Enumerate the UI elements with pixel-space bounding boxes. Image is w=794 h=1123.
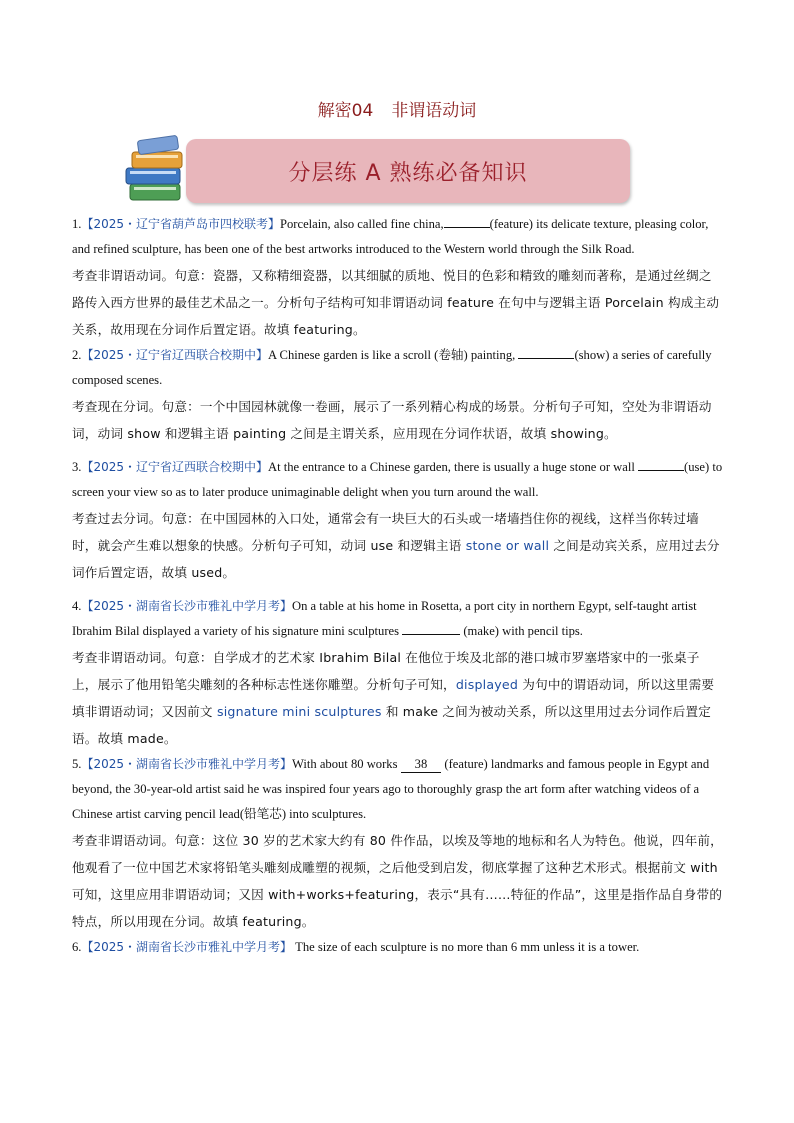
question-text: (feature) landmarks and famous people in Egypt and beyond, the 30-year-old artist said he was inspired four years ago to thoroughly grasp the art form after watching videos of a Chinese artist carving pencil lead(铅笔芯) into sculptures. xyxy=(72,757,710,821)
section-name: 非谓语动词 xyxy=(391,101,477,121)
source-tag: 【2025・湖南省长沙市雅礼中学月考】 xyxy=(81,940,292,954)
answer-analysis-1 xyxy=(72,262,724,343)
analysis-highlight: displayed xyxy=(455,677,519,692)
source-tag: 【2025・辽宁省葫芦岛市四校联考】 xyxy=(81,217,280,231)
blank-number: 38 xyxy=(414,757,428,771)
section-number: 解密04 xyxy=(317,101,374,121)
question-number: 6. xyxy=(72,940,82,954)
answer-blank[interactable] xyxy=(401,756,442,773)
books-icon xyxy=(124,132,188,204)
question-list xyxy=(72,212,724,960)
question-number: 5. xyxy=(72,757,82,771)
analysis-highlight: stone or wall xyxy=(465,538,550,553)
question-5 xyxy=(72,752,724,827)
banner-title: 分层练 A 熟练必备知识 xyxy=(288,160,528,186)
answer-analysis-3 xyxy=(72,505,724,586)
source-tag: 【2025・湖南省长沙市雅礼中学月考】 xyxy=(81,757,292,771)
source-tag: 【2025・辽宁省辽西联合校期中】 xyxy=(81,348,268,362)
answer-analysis-5 xyxy=(72,827,724,935)
analysis-text: 为句中的谓语动词，所以这里需要填非谓语动词；又因前文 xyxy=(72,677,715,719)
question-4 xyxy=(72,594,724,644)
source-tag: 【2025・辽宁省辽西联合校期中】 xyxy=(81,460,268,474)
answer-analysis-2 xyxy=(72,393,724,447)
answer-blank[interactable] xyxy=(402,620,460,635)
banner xyxy=(186,139,630,203)
answer-blank[interactable] xyxy=(638,456,684,471)
question-number: 3. xyxy=(72,460,82,474)
question-text: (make) with pencil tips. xyxy=(463,624,583,638)
question-text: On a table at his home in Rosetta, a port city in northern Egypt, self-taught artist Ibrahim Bilal displayed a variety of his signature mini sculptures xyxy=(72,599,697,638)
analysis-text: 考查非谓语动词。句意：瓷器，又称精细瓷器，以其细腻的质地、悦目的色彩和精致的雕刻而著称，是通过丝绸之路传入西方世界的最佳艺术品之一。分析句子结构可知非谓语动词 feature 在句中与逻辑主语 Porcelain 构成主动关系，故用现在分词作后置定语。故填 featuring。 xyxy=(72,268,720,337)
question-number: 2. xyxy=(72,348,82,362)
question-text: With about 80 works xyxy=(292,757,398,771)
analysis-text: 考查非谓语动词。句意：这位 30 岁的艺术家大约有 80 件作品，以埃及等地的地标和名人为特色。他说，四年前，他观看了一位中国艺术家将铅笔头雕刻成雕塑的视频，之后他受到启发，彻底掌握了这种艺术形式。根据前文 with 可知，这里应用非谓语动词；又因 with+works+featuring，表示“具有……特征的作品”，这里是指作品自身带的特点，所以用现在分词。故填 featuring。 xyxy=(72,833,723,929)
analysis-answer: showing。 xyxy=(550,426,617,441)
question-text: At the entrance to a Chinese garden, there is usually a huge stone or wall xyxy=(268,460,635,474)
question-number: 1. xyxy=(72,217,82,231)
question-text: Porcelain, also called fine china, xyxy=(280,217,444,231)
question-text: (feature) its delicate texture, pleasing color, and refined sculpture, has been one of the best artworks introduced to the Western world through the Silk Road. xyxy=(72,217,709,256)
answer-analysis-4 xyxy=(72,644,724,752)
analysis-highlight: signature mini sculptures xyxy=(216,704,382,719)
question-1 xyxy=(72,212,724,262)
source-tag: 【2025・湖南省长沙市雅礼中学月考】 xyxy=(81,599,292,613)
analysis-text: 之间是动宾关系，应用过去分词作后置定语，故填 used。 xyxy=(72,538,720,580)
question-text: The size of each sculpture is no more than 6 mm unless it is a tower. xyxy=(295,940,640,954)
question-text: A Chinese garden is like a scroll (卷轴) painting, xyxy=(268,348,516,362)
question-6 xyxy=(72,935,724,960)
analysis-text: 考查现在分词。句意：一个中国园林就像一卷画，展示了一系列精心构成的场景。分析句子可知，空处为非谓语动词，动词 show 和逻辑主语 painting 之间是主谓关系，应用现在分词作状语，故填 xyxy=(72,399,712,441)
answer-blank[interactable] xyxy=(518,344,574,359)
question-3 xyxy=(72,455,724,505)
page-title xyxy=(0,96,794,121)
question-number: 4. xyxy=(72,599,82,613)
answer-blank[interactable] xyxy=(444,213,490,228)
analysis-text: 和 make 之间为被动关系，所以这里用过去分词作后置定语。故填 made。 xyxy=(72,704,712,746)
analysis-text: 考查非谓语动词。句意：自学成才的艺术家 Ibrahim Bilal 在他位于埃及北部的港口城市罗塞塔家中的一张桌子上，展示了他用铅笔尖雕刻的各种标志性迷你雕塑。分析句子可知， xyxy=(72,650,700,692)
analysis-text: 考查过去分词。句意：在中国园林的入口处，通常会有一块巨大的石头或一堵墙挡住你的视线，这样当你转过墙时，就会产生难以想象的快感。分析句子可知，动词 use 和逻辑主语 xyxy=(72,511,699,553)
question-text: (use) to screen your view so as to later produce unimaginable delight when you turn around the wall. xyxy=(72,460,723,499)
question-2 xyxy=(72,343,724,393)
question-text: (show) a series of carefully composed scenes. xyxy=(72,348,712,387)
